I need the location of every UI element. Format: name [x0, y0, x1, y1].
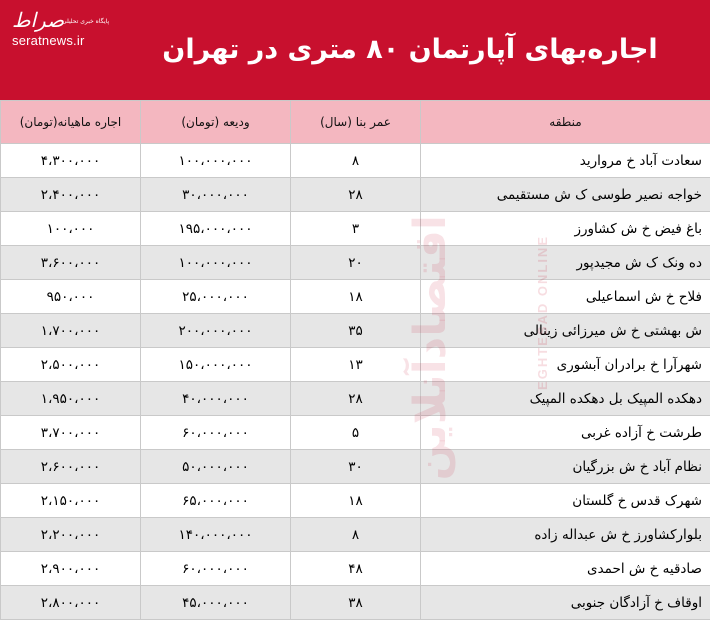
cell-deposit: ۳۰،۰۰۰،۰۰۰	[141, 178, 291, 212]
cell-deposit: ۱۰۰،۰۰۰،۰۰۰	[141, 144, 291, 178]
cell-deposit: ۱۹۵،۰۰۰،۰۰۰	[141, 212, 291, 246]
table-row	[1, 348, 710, 382]
cell-monthly-rent: ۹۵۰،۰۰۰	[1, 280, 141, 314]
cell-building-age: ۱۳	[291, 348, 421, 382]
cell-deposit: ۲۵،۰۰۰،۰۰۰	[141, 280, 291, 314]
cell-monthly-rent: ۱،۹۵۰،۰۰۰	[1, 382, 141, 416]
cell-monthly-rent: ۳،۷۰۰،۰۰۰	[1, 416, 141, 450]
cell-area: بلوارکشاورز خ ش عبداله زاده	[421, 518, 710, 552]
column-header-deposit: ودیعه (تومان)	[141, 101, 291, 144]
cell-monthly-rent: ۲،۵۰۰،۰۰۰	[1, 348, 141, 382]
cell-monthly-rent: ۱،۷۰۰،۰۰۰	[1, 314, 141, 348]
table-row	[1, 484, 710, 518]
cell-monthly-rent: ۲،۸۰۰،۰۰۰	[1, 586, 141, 620]
cell-building-age: ۸	[291, 518, 421, 552]
table-row	[1, 450, 710, 484]
header-banner	[0, 0, 710, 100]
column-header-building-age: عمر بنا (سال)	[291, 101, 421, 144]
table-row	[1, 178, 710, 212]
table-row	[1, 280, 710, 314]
cell-monthly-rent: ۴،۳۰۰،۰۰۰	[1, 144, 141, 178]
cell-building-age: ۲۸	[291, 178, 421, 212]
cell-deposit: ۵۰،۰۰۰،۰۰۰	[141, 450, 291, 484]
cell-building-age: ۳۵	[291, 314, 421, 348]
table-row	[1, 382, 710, 416]
column-header-monthly-rent: اجاره ماهیانه(تومان)	[1, 101, 141, 144]
site-url: seratnews.ir	[12, 33, 85, 48]
cell-deposit: ۱۴۰،۰۰۰،۰۰۰	[141, 518, 291, 552]
cell-area: فلاح خ ش اسماعیلی	[421, 280, 710, 314]
logo-wordmark: صراط	[12, 8, 65, 32]
cell-area: باغ فیض خ ش کشاورز	[421, 212, 710, 246]
table-row	[1, 246, 710, 280]
cell-building-age: ۳۸	[291, 586, 421, 620]
table-row	[1, 212, 710, 246]
cell-monthly-rent: ۲،۴۰۰،۰۰۰	[1, 178, 141, 212]
table-header-row	[1, 101, 710, 144]
cell-area: شهرک قدس خ گلستان	[421, 484, 710, 518]
table-row	[1, 314, 710, 348]
cell-monthly-rent: ۳،۶۰۰،۰۰۰	[1, 246, 141, 280]
table-row	[1, 518, 710, 552]
cell-area: صادقیه خ ش احمدی	[421, 552, 710, 586]
table-body	[1, 144, 710, 620]
cell-deposit: ۴۵،۰۰۰،۰۰۰	[141, 586, 291, 620]
column-header-area: منطقه	[421, 101, 710, 144]
cell-deposit: ۶۰،۰۰۰،۰۰۰	[141, 416, 291, 450]
cell-building-age: ۱۸	[291, 280, 421, 314]
cell-area: اوقاف خ آزادگان جنوبی	[421, 586, 710, 620]
cell-deposit: ۴۰،۰۰۰،۰۰۰	[141, 382, 291, 416]
cell-area: شهرآرا خ برادران آبشوری	[421, 348, 710, 382]
cell-monthly-rent: ۱۰۰،۰۰۰	[1, 212, 141, 246]
cell-area: نظام آباد خ ش بزرگیان	[421, 450, 710, 484]
cell-building-age: ۱۸	[291, 484, 421, 518]
cell-monthly-rent: ۲،۱۵۰،۰۰۰	[1, 484, 141, 518]
table-row	[1, 586, 710, 620]
cell-building-age: ۲۰	[291, 246, 421, 280]
cell-building-age: ۸	[291, 144, 421, 178]
cell-area: طرشت خ آزاده غربی	[421, 416, 710, 450]
page-title: اجاره‌بهای آپارتمان ۸۰ متری در تهران	[162, 34, 658, 65]
table-row	[1, 552, 710, 586]
table-row	[1, 416, 710, 450]
cell-building-age: ۵	[291, 416, 421, 450]
cell-deposit: ۶۰،۰۰۰،۰۰۰	[141, 552, 291, 586]
cell-building-age: ۲۸	[291, 382, 421, 416]
cell-building-age: ۴۸	[291, 552, 421, 586]
cell-monthly-rent: ۲،۶۰۰،۰۰۰	[1, 450, 141, 484]
cell-deposit: ۱۰۰،۰۰۰،۰۰۰	[141, 246, 291, 280]
cell-deposit: ۱۵۰،۰۰۰،۰۰۰	[141, 348, 291, 382]
cell-monthly-rent: ۲،۲۰۰،۰۰۰	[1, 518, 141, 552]
rent-table	[0, 100, 710, 620]
cell-area: ش بهشتی خ ش میرزائی زینالی	[421, 314, 710, 348]
cell-area: خواجه نصیر طوسی ک ش مستقیمی	[421, 178, 710, 212]
cell-monthly-rent: ۲،۹۰۰،۰۰۰	[1, 552, 141, 586]
cell-area: سعادت آباد خ مروارید	[421, 144, 710, 178]
cell-deposit: ۲۰۰،۰۰۰،۰۰۰	[141, 314, 291, 348]
cell-area: ده ونک ک ش مجیدپور	[421, 246, 710, 280]
logo-tagline: پایگاه خبری تحلیلی	[62, 18, 110, 25]
cell-deposit: ۶۵،۰۰۰،۰۰۰	[141, 484, 291, 518]
table-row	[1, 144, 710, 178]
cell-area: دهکده المپیک بل دهکده المپیک	[421, 382, 710, 416]
cell-building-age: ۳	[291, 212, 421, 246]
cell-building-age: ۳۰	[291, 450, 421, 484]
